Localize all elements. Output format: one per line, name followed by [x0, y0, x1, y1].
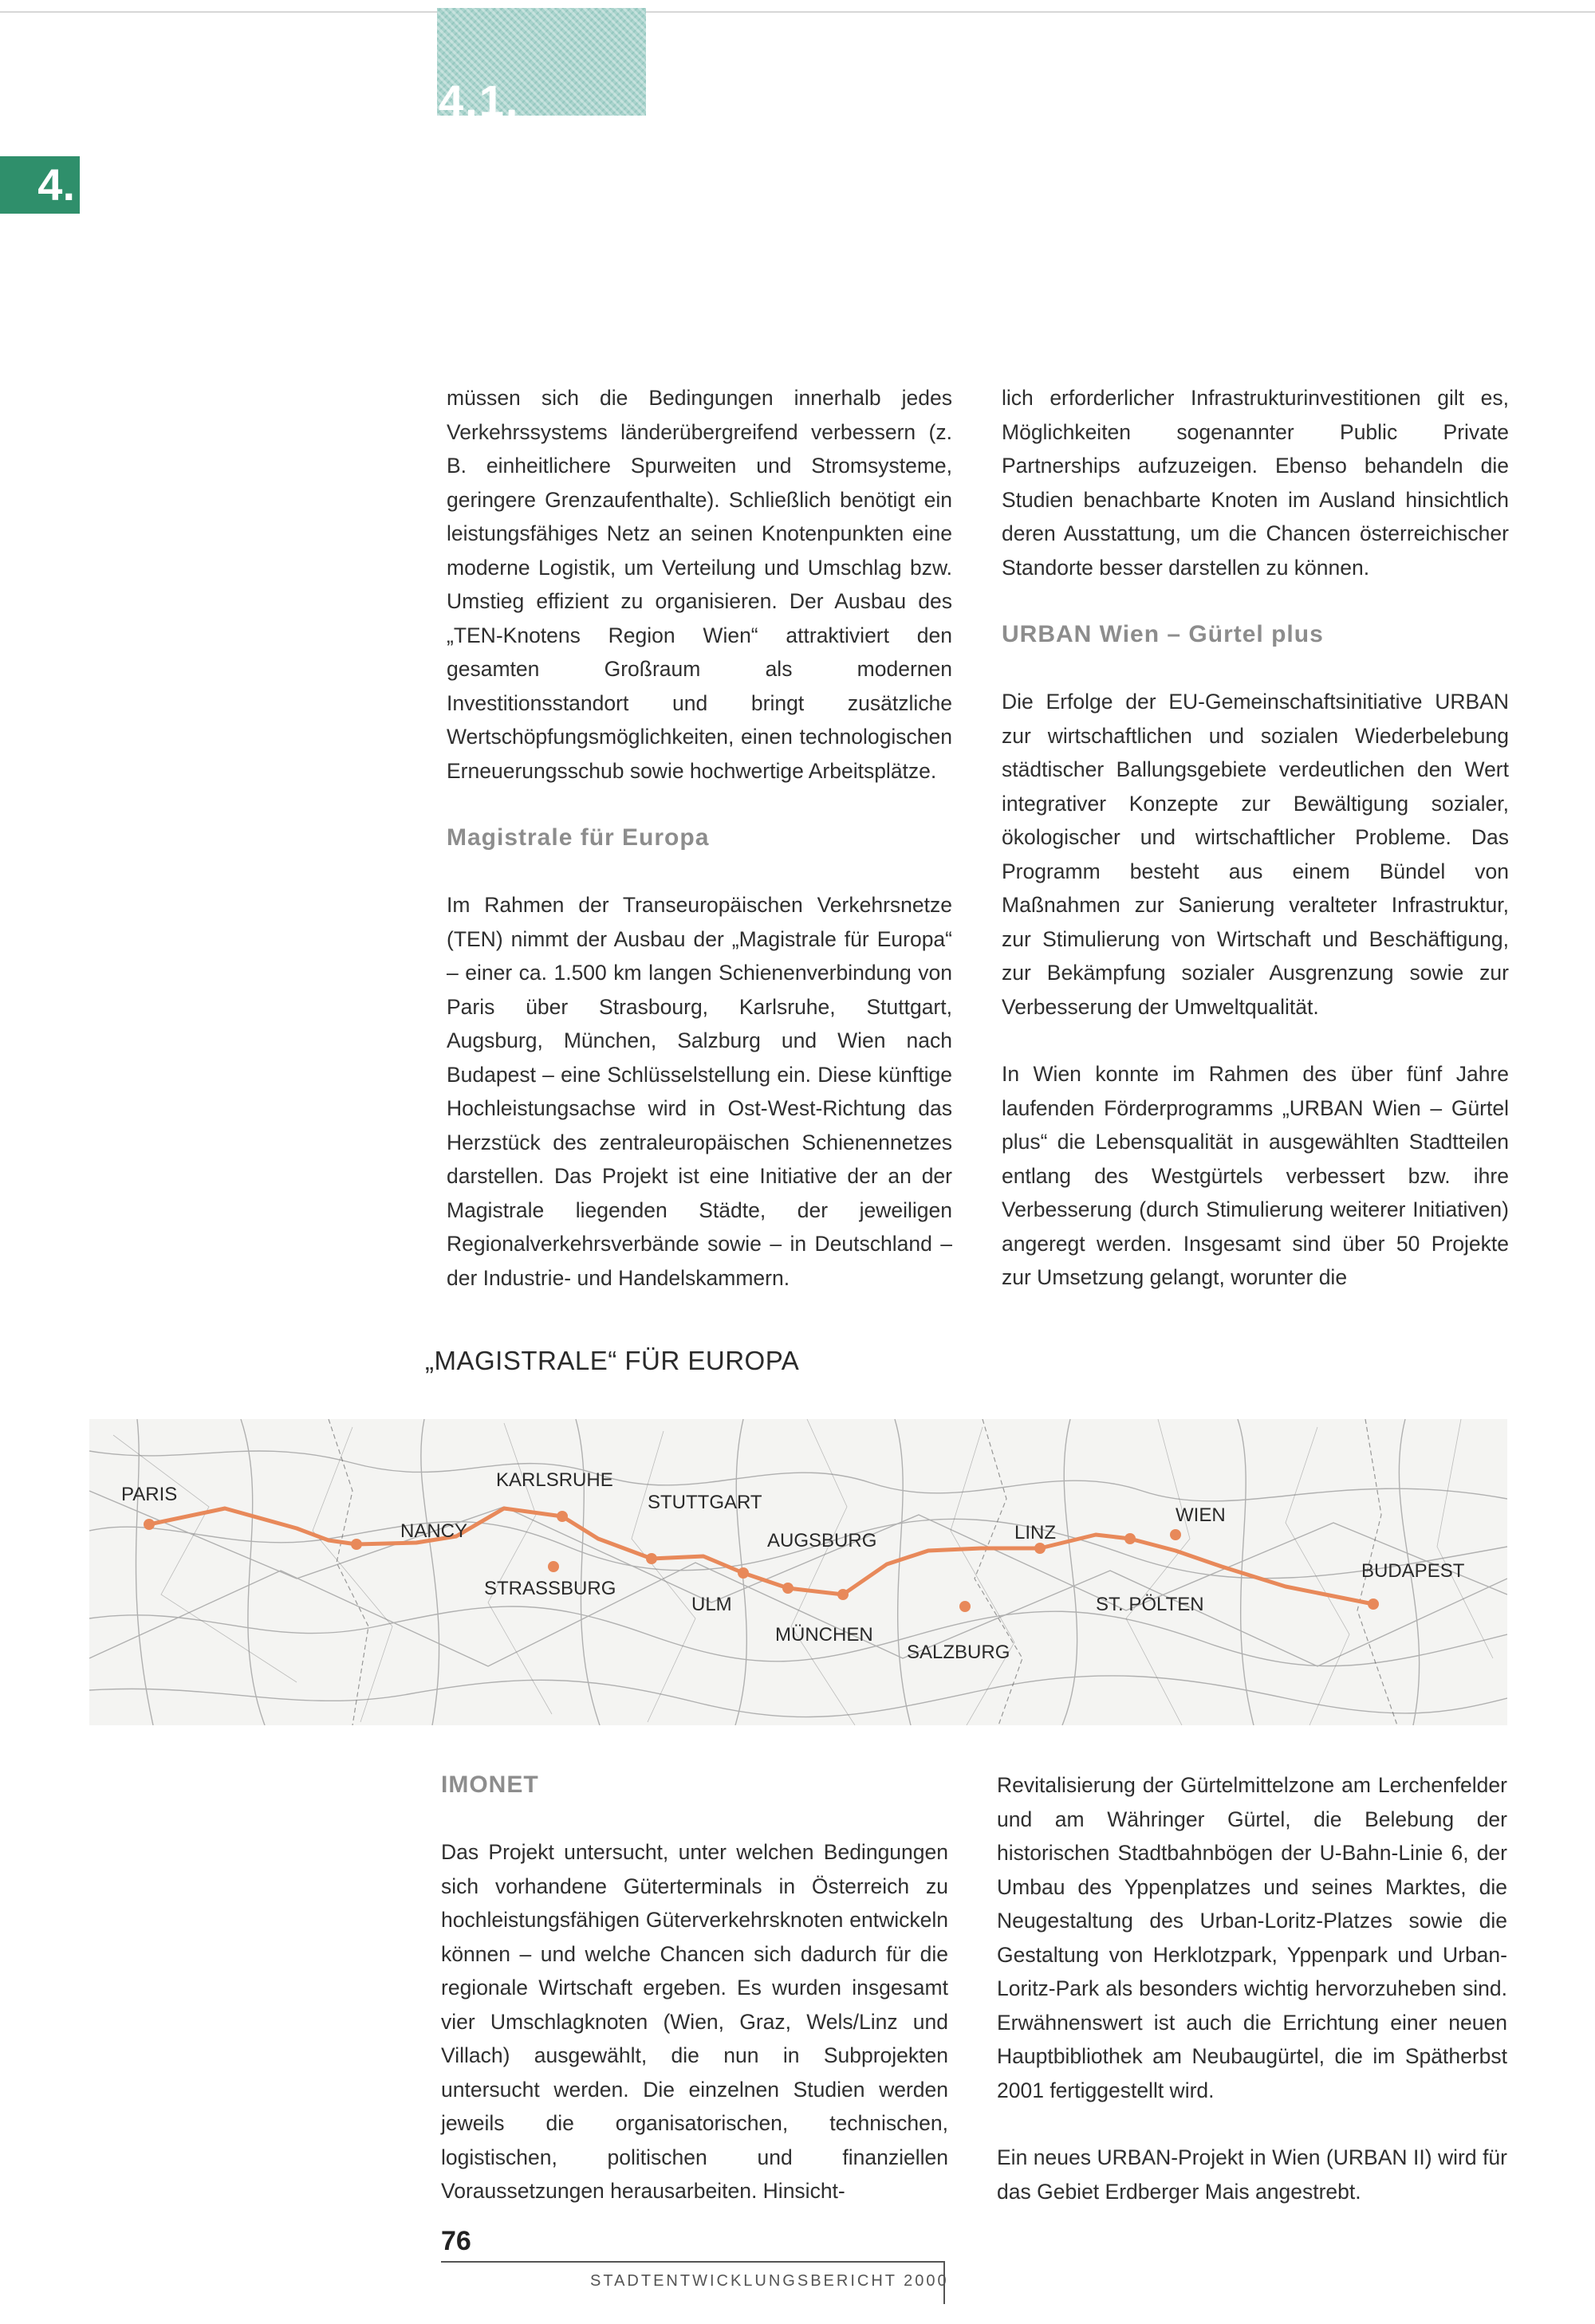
label-stuttgart: STUTTGART	[648, 1492, 762, 1513]
page-number: 76	[441, 2226, 471, 2256]
label-ulm: ULM	[691, 1594, 732, 1615]
station-salzburg	[959, 1601, 971, 1612]
station-budapest	[1368, 1598, 1379, 1610]
map-svg	[89, 1419, 1507, 1725]
route-map	[89, 1419, 1507, 1725]
label-salzburg: SALZBURG	[907, 1642, 1010, 1663]
section-number: 4.1.	[439, 76, 520, 126]
column-right	[1002, 381, 1509, 1295]
station-wien	[1170, 1529, 1181, 1540]
paragraph: Die Erfolge der EU-Gemeinschaftsinitiative URBAN zur wirtschaftlichen und sozialen Wiederbelebung städtischer Ballungsgebiete verdeutlichen den Wert integrativer Konzepte zur Bewältigung sozialer, ökologischer und wirtschaftlicher Probleme. Das Programm besteht aus einem Bündel von Maßnahmen zur Sanierung veralteter Infrastruktur, zur Stimulierung von Wirtschaft und Beschäftigung, zur Bekämpfung sozialer Ausgrenzung sowie zur Verbesserung der Umweltqualität.	[1002, 690, 1509, 1019]
label-budapest: BUDAPEST	[1361, 1560, 1465, 1582]
label-karlsruhe: KARLSRUHE	[496, 1469, 613, 1491]
station-linz	[1034, 1543, 1046, 1554]
map-background-roads	[89, 1419, 1507, 1725]
top-rule	[0, 11, 1595, 13]
paragraph: lich erforderlicher Infrastrukturinvestitionen gilt es, Möglichkeiten sogenannter Public Private Partnerships aufzuzeigen. Ebenso behandeln die Studien benachbarte Knoten im Ausland hinsichtlich deren Ausstattung, um die Chancen österreichischer Standorte besser darstellen zu können.	[1002, 386, 1509, 580]
station-augsburg	[782, 1583, 794, 1594]
label-muenchen: MÜNCHEN	[775, 1624, 873, 1646]
station-paris	[144, 1519, 155, 1530]
column-bottom-left	[441, 1768, 948, 2208]
station-nancy	[351, 1539, 362, 1550]
section-heading: URBAN Wien – Gürtel plus	[1002, 621, 1324, 647]
figure-title: „MAGISTRALE“ FÜR EUROPA	[425, 1346, 800, 1375]
paragraph: In Wien konnte im Rahmen des über fünf Jahre laufenden Förderprogramms „URBAN Wien – Gürtel plus“ die Lebensqualität in ausgewählten Stadtteilen entlang des Westgürtels verbessert bzw. ihre Verbesserung (durch Stimulierung weiterer Initiativen) angeregt werden. Insgesamt sind über 50 Projekte zur Umsetzung gelangt, worunter die	[1002, 1062, 1509, 1289]
paragraph: müssen sich die Bedingungen innerhalb jedes Verkehrssystems länderübergreifend verbessern (z. B. einheitlichere Spurweiten und Stromsysteme, geringere Grenzaufenthalte). Schließlich benötigt ein leistungsfähiges Netz an seinen Knotenpunkten eine moderne Logistik, um Verteilung und Umschlag bzw. Umstieg effizient zu organisieren. Der Ausbau des „TEN-Knotens Region Wien“ attraktiviert den gesamten Großraum als modernen Investitionsstandort und bringt zusätzliche Wertschöpfungsmöglichkeiten, einen technologischen Erneuerungsschub sowie hochwertige Arbeitsplätze.	[447, 386, 952, 783]
footer-rule	[441, 2261, 943, 2263]
publication-title: STADTENTWICKLUNGSBERICHT 2000	[590, 2272, 949, 2290]
column-left	[447, 381, 952, 1295]
chapter-tab	[0, 156, 80, 214]
station-stuttgart	[646, 1553, 657, 1564]
paragraph: Das Projekt untersucht, unter welchen Bedingungen sich vorhandene Güterterminals in Österreich zu hochleistungsfähigen Güterverkehrsknoten entwickeln können – und welche Chancen sich dadurch für die regionale Wirtschaft ergeben. Es wurden insgesamt vier Umschlagknoten (Wien, Graz, Wels/Linz und Villach) ausgewählt, die nun in Subprojekten untersucht werden. Die einzelnen Studien werden jeweils die organisatorischen, technischen, logistischen, politischen und finanziellen Voraussetzungen herausarbeiten. Hinsicht-	[441, 1840, 948, 2203]
station-karlsruhe	[557, 1511, 568, 1522]
station-st-poelten	[1124, 1533, 1136, 1544]
label-linz: LINZ	[1014, 1522, 1057, 1543]
map-background-detail	[113, 1419, 1493, 1725]
station-ulm	[738, 1567, 749, 1579]
label-strassburg: STRASSBURG	[484, 1578, 616, 1599]
paragraph: Revitalisierung der Gürtelmittelzone am Lerchenfelder und am Währinger Gürtel, die Belebung der historischen Stadtbahnbögen der U-Bahn-Linie 6, der Umbau des Yppenplatzes und seines Marktes, die Neugestaltung des Urban-Loritz-Platzes sowie die Gestaltung von Herklotzpark, Yppenpark und Urban-Loritz-Park als besonders wichtig hervorzuheben sind. Erwähnenswert ist auch die Errichtung einer neuen Hauptbibliothek am Neubaugürtel, die im Spätherbst 2001 fertiggestellt wird.	[997, 1773, 1507, 2102]
label-st-poelten: ST. PÖLTEN	[1096, 1594, 1204, 1615]
label-nancy: NANCY	[400, 1520, 468, 1542]
section-heading: Magistrale für Europa	[447, 824, 710, 851]
section-heading: IMONET	[441, 1772, 539, 1798]
section-marker	[437, 8, 646, 126]
station-muenchen	[837, 1589, 849, 1600]
paragraph: Ein neues URBAN-Projekt in Wien (URBAN II) wird für das Gebiet Erdberger Mais angestrebt.	[997, 2145, 1507, 2204]
label-augsburg: AUGSBURG	[767, 1530, 877, 1551]
column-bottom-right	[997, 1768, 1507, 2208]
paragraph: Im Rahmen der Transeuropäischen Verkehrsnetze (TEN) nimmt der Ausbau der „Magistrale für Europa“ – einer ca. 1.500 km langen Schienenverbindung von Paris über Strasbourg, Karlsruhe, Stuttgart, Augsburg, München, Salzburg und Wien nach Budapest – eine Schlüsselstellung ein. Diese künftige Hochleistungsachse wird in Ost-West-Richtung das Herzstück des zentraleuropäischen Schienennetzes darstellen. Das Projekt ist eine Initiative der an der Magistrale liegenden Städte, der jeweiligen Regionalverkehrsverbände sowie – in Deutschland – der Industrie- und Handelskammern.	[447, 893, 952, 1290]
label-wien: WIEN	[1176, 1504, 1226, 1526]
station-strassburg	[548, 1561, 559, 1572]
chapter-number: 4.	[37, 159, 75, 210]
label-paris: PARIS	[121, 1484, 178, 1505]
